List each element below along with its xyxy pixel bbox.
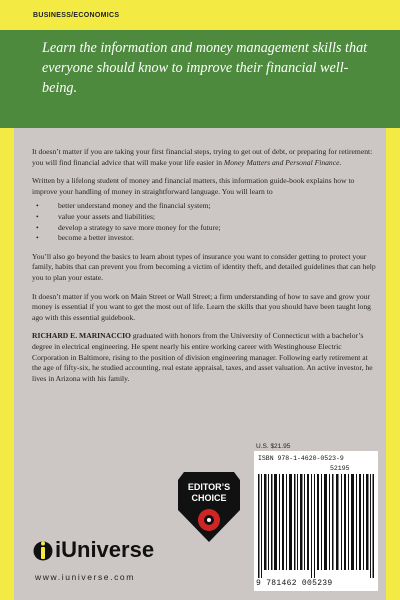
isbn-label: ISBN 978-1-4620-0523-9 [258,455,344,462]
publisher-logo-text: iUniverse [55,537,155,562]
ean-number: 9 781462 005239 [256,579,333,588]
editors-choice-badge [178,472,240,542]
list-item: • develop a strategy to save more money for the future; [32,223,376,234]
author-bio-text: graduated with honors from the University of Connecticut with a bachelor’s degree in electrical engineering. He spent nearly his entire working career with Westinghouse Electric Corporation in Baltimore, rising to the position of division engineering manager. Following early retirement at the age of fifty-six, he studied accounting, real estate appraisal, taxes, and asset valuation. An active investor, he lives in Arizona with his family. [32,331,373,383]
author-name: RICHARD E. MARINACCIO [32,331,131,341]
description-text [32,147,376,392]
tagline: Learn the information and money management skills that everyone should know to improve their financial well-being. [42,40,368,96]
barcode-image [258,474,374,578]
list-item: • value your assets and liabilities; [32,212,376,223]
main-street-paragraph: It doesn’t matter if you work on Main Street or Wall Street; a firm understanding of how to save and grow your money is essential if you want to get the most out of life. Learn the skills that you should have been taught long ago with this essential guidebook. [32,291,371,322]
insurance-paragraph: You’ll also go beyond the basics to learn about types of insurance you want to consider getting to protect your family, habits that can prevent you from becoming a victim of identity theft, and detailed guidelines that can help you to plan your estate. [32,251,376,282]
price-label: U.S. $21.95 [256,443,291,450]
category-label: BUSINESS/ECONOMICS [33,12,120,19]
guide-paragraph: Written by a lifelong student of money and financial matters, this information guide-book explains how to improve your handling of money in straightforward language. You will learn to [32,176,355,196]
badge-line1: EDITOR’S [187,482,231,492]
learning-list [32,201,376,243]
publisher-url: www.iuniverse.com [35,572,135,582]
price-code: 52195 [330,465,350,472]
list-item: • become a better investor. [32,233,376,244]
list-item: • better understand money and the financial system; [32,201,376,212]
author-bio [32,331,376,384]
book-title: Money Matters and Personal Finance. [223,157,342,167]
intro-text: It doesn’t matter if you are taking your first financial steps, trying to get out of debt, or preparing for retirement: you will find financial advice that will make your life easier in [32,147,373,167]
badge-line2: CHOICE [191,493,227,503]
intro-paragraph [32,147,376,168]
